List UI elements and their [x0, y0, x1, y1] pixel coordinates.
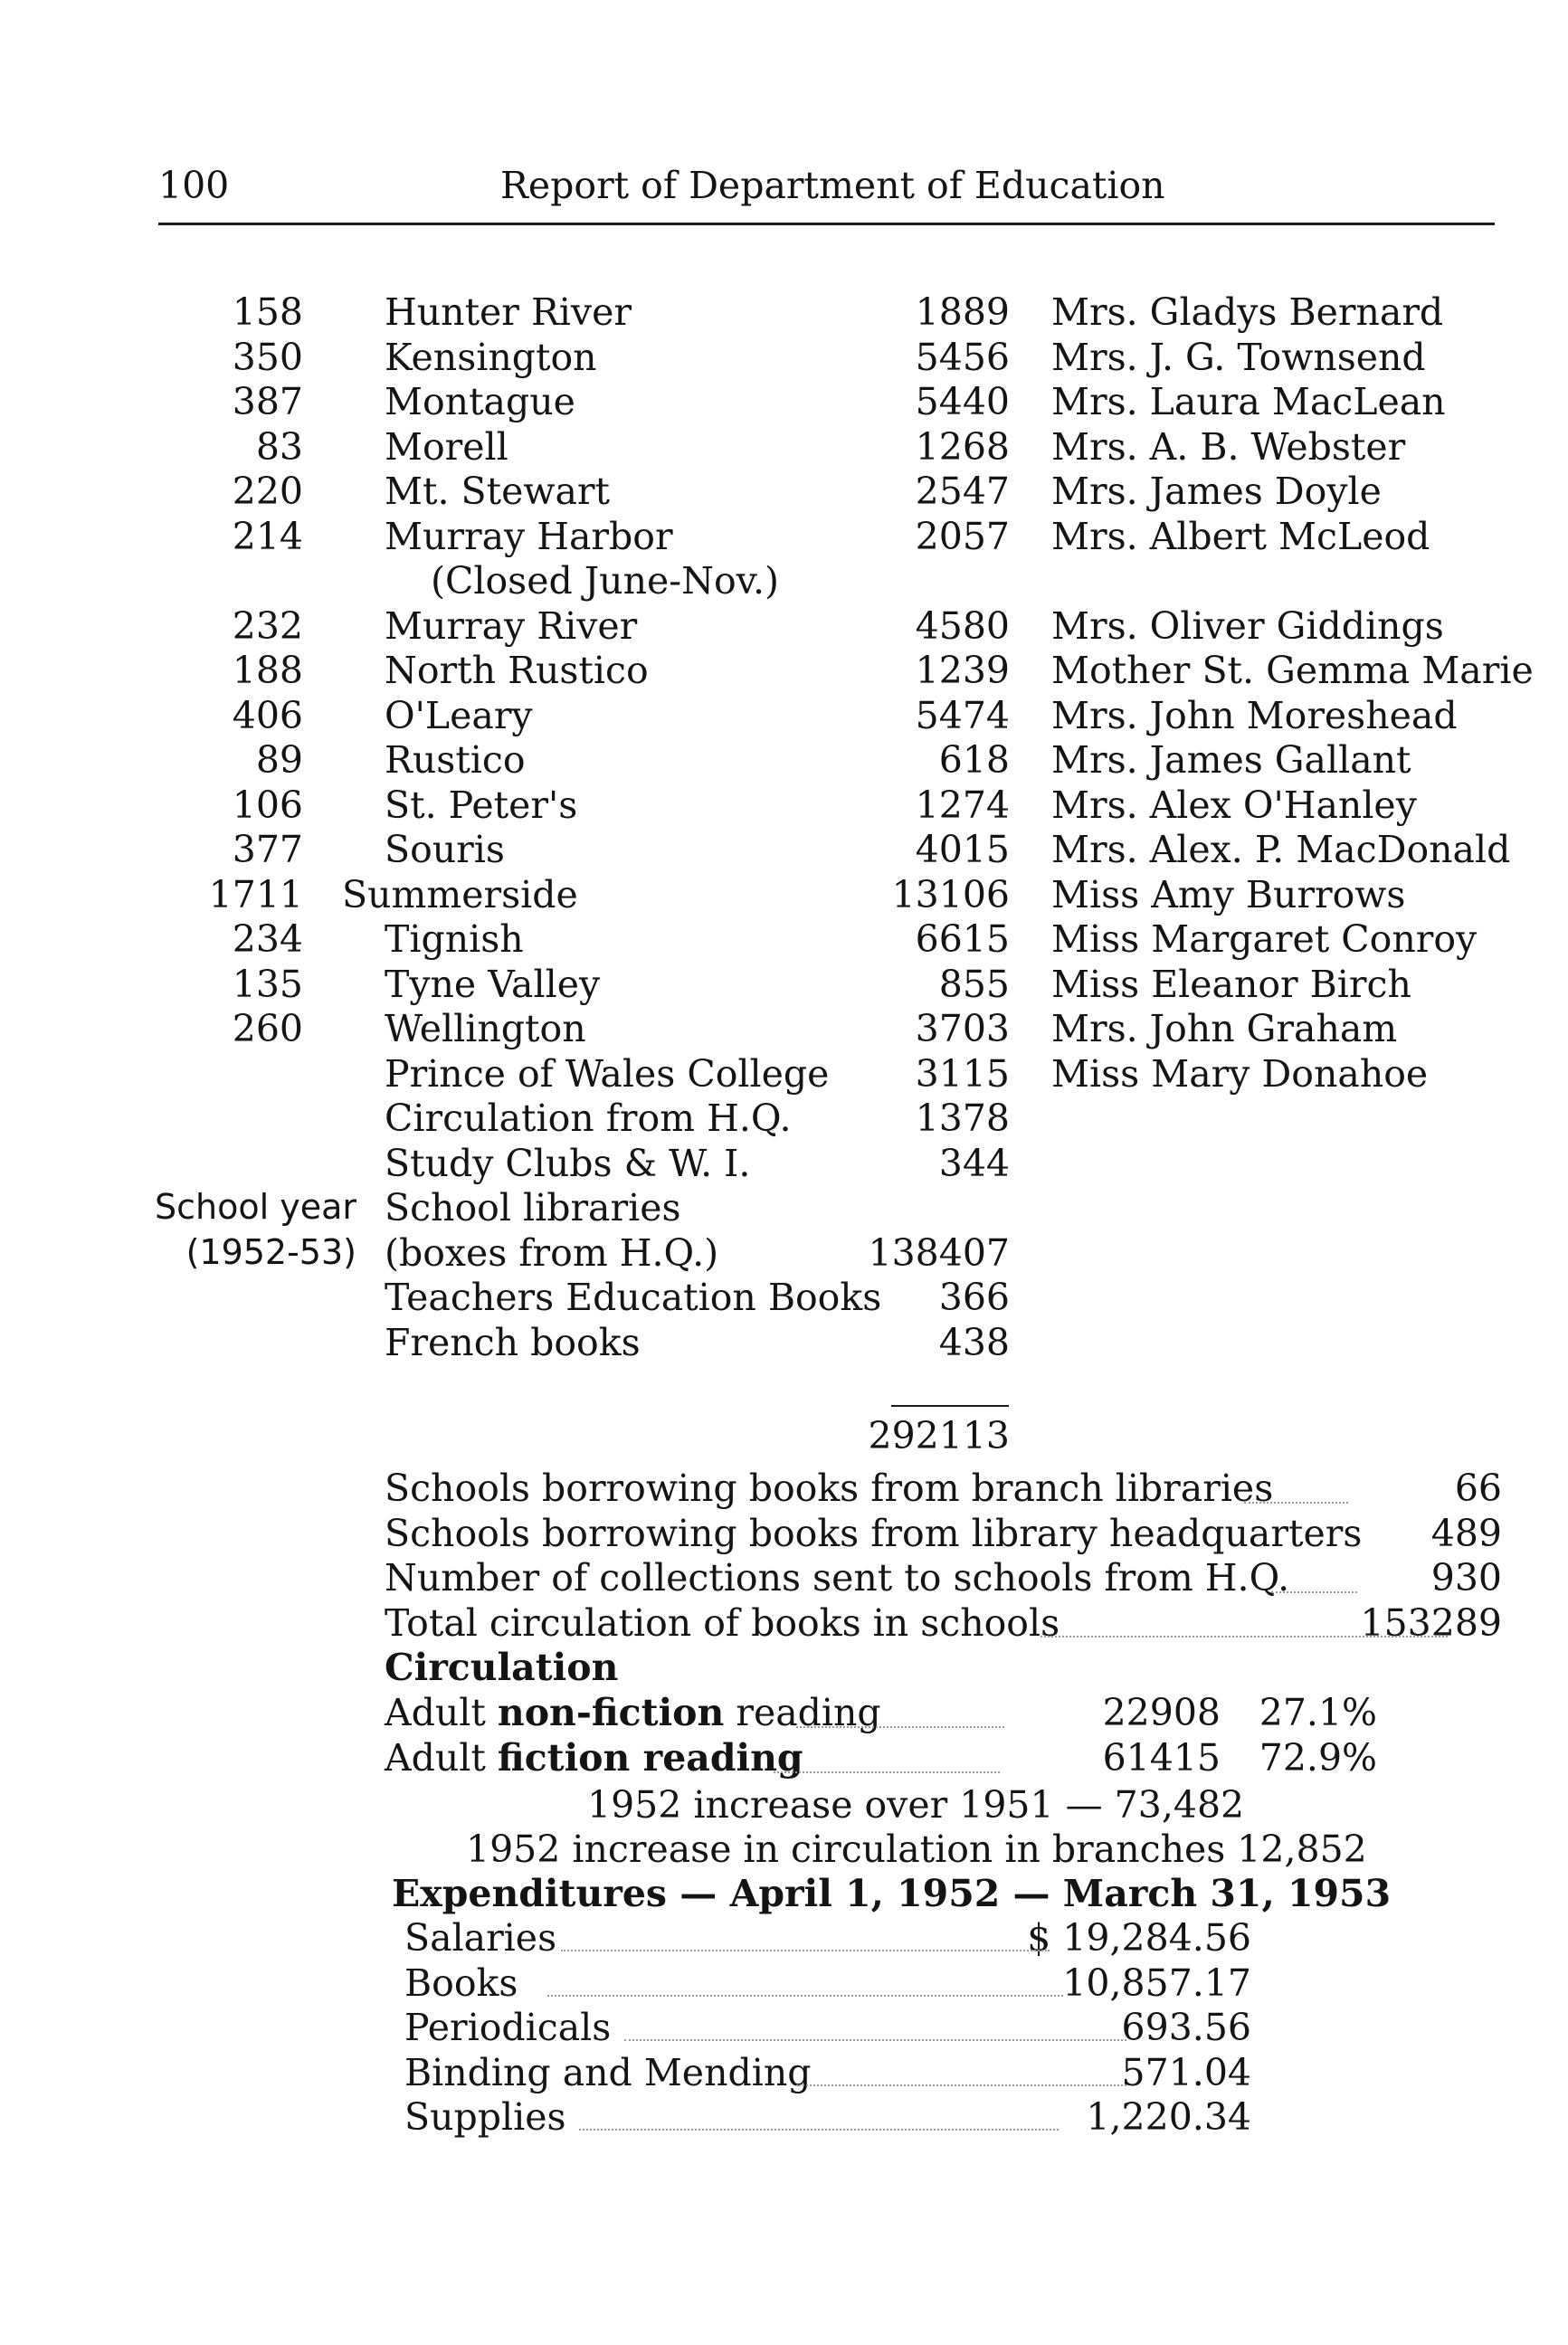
branch-code: 234 — [232, 917, 303, 961]
circulation-count: 1239 — [915, 649, 1010, 692]
expenditures-heading: Expenditures — April 1, 1952 — March 31, 1953 — [392, 1872, 1392, 1915]
circulation-count: 138407 — [868, 1230, 1010, 1275]
leader-dots — [796, 2084, 1126, 2086]
circulation-heading: Circulation — [385, 1646, 619, 1689]
branch-code: 406 — [232, 693, 303, 737]
librarian-name: Mrs. John Moreshead — [1051, 693, 1458, 737]
summary-label: Number of collections sent to schools from H.Q. — [385, 1556, 1290, 1600]
branch-name: Rustico — [385, 738, 526, 782]
branch-name: St. Peter's — [385, 783, 578, 827]
branch-name: Study Clubs & W. I. — [385, 1141, 751, 1185]
total-circulation: 292113 — [868, 1414, 1010, 1457]
librarian-name: Miss Amy Burrows — [1051, 872, 1406, 916]
circulation-count: 2547 — [915, 470, 1010, 513]
branch-code: 260 — [232, 1007, 303, 1050]
librarian-name: Mrs. Oliver Giddings — [1051, 603, 1444, 648]
circulation-count: 13106 — [891, 872, 1010, 916]
expense-label: Salaries — [404, 1916, 557, 1960]
branch-name: Teachers Education Books — [385, 1276, 882, 1319]
summary-label: Schools borrowing books from library headquarters — [385, 1511, 1363, 1555]
page-title: Report of Department of Education — [500, 164, 1165, 207]
circulation-count: 344 — [938, 1141, 1010, 1185]
label-part-bold: fiction reading — [497, 1735, 803, 1780]
expense-amount: 693.56 — [1121, 2006, 1251, 2049]
expense-label: Books — [404, 1960, 518, 2005]
branch-code: 1711 — [208, 872, 303, 916]
branch-code: 220 — [232, 470, 303, 513]
librarian-name: Mrs. A. B. Webster — [1051, 424, 1406, 469]
branch-code: 158 — [232, 290, 303, 334]
label-part: reading — [724, 1691, 881, 1734]
label-part: Adult — [385, 1691, 498, 1734]
branch-name: Murray River — [385, 603, 638, 648]
branch-name: Murray Harbor — [385, 514, 673, 558]
expense-amount: 1,220.34 — [1086, 2095, 1251, 2139]
leader-dots — [1244, 1502, 1348, 1504]
librarian-name: Miss Mary Donahoe — [1051, 1051, 1429, 1096]
circulation-count: 2057 — [915, 514, 1010, 558]
librarian-name: Mrs. J. G. Townsend — [1051, 335, 1426, 379]
circulation-count: 438 — [938, 1320, 1010, 1364]
expense-amount: 10,857.17 — [1062, 1960, 1251, 2005]
branch-name: O'Leary — [385, 693, 533, 737]
branch-name: School libraries — [385, 1186, 681, 1229]
summary-value: 153289 — [1360, 1600, 1502, 1645]
branch-code: 387 — [232, 380, 303, 423]
librarian-name: Mother St. Gemma Marie — [1051, 649, 1534, 692]
leader-dots — [561, 1950, 1050, 1951]
circulation-count: 1268 — [915, 424, 1010, 469]
circulation-count: 1378 — [915, 1097, 1010, 1140]
circulation-count: 4015 — [915, 828, 1010, 871]
circulation-value: 22908 — [1102, 1691, 1221, 1734]
header-rule — [158, 223, 1495, 225]
branch-name: (boxes from H.Q.) — [385, 1230, 719, 1275]
circulation-count: 1274 — [915, 783, 1010, 827]
circulation-label — [385, 1735, 803, 1780]
label-part: Adult — [385, 1735, 498, 1780]
branch-name: French books — [385, 1320, 641, 1364]
circulation-count: 5474 — [915, 693, 1010, 737]
circulation-count: 5440 — [915, 380, 1010, 423]
circulation-count: 3703 — [915, 1007, 1010, 1050]
increase-in-branches: 1952 increase in circulation in branches 12,852 — [466, 1828, 1367, 1871]
summary-label: Total circulation of books in schools — [385, 1600, 1060, 1645]
branch-name: Morell — [385, 424, 508, 469]
branch-name: Montague — [385, 380, 575, 423]
branch-code: 214 — [232, 514, 303, 558]
branch-name: Wellington — [385, 1007, 586, 1050]
branch-name: Tyne Valley — [385, 962, 601, 1006]
branch-code: 188 — [232, 649, 303, 692]
circulation-count: 855 — [938, 962, 1010, 1006]
branch-name: Hunter River — [385, 290, 632, 334]
circulation-count: 5456 — [915, 335, 1010, 379]
summary-value: 489 — [1430, 1511, 1502, 1555]
circulation-value: 61415 — [1102, 1735, 1221, 1780]
circulation-count: 6615 — [915, 917, 1010, 961]
leader-dots — [1271, 1591, 1357, 1593]
circulation-count: 618 — [938, 738, 1010, 782]
circulation-count: 3115 — [915, 1051, 1010, 1096]
branch-code: 106 — [232, 783, 303, 827]
branch-name: Tignish — [385, 917, 524, 961]
branch-code: 89 — [255, 738, 303, 782]
branch-code: 350 — [232, 335, 303, 379]
total-rule — [891, 1405, 1009, 1407]
librarian-name: Mrs. John Graham — [1051, 1007, 1398, 1050]
label-part-bold: non-fiction — [497, 1691, 725, 1734]
summary-label: Schools borrowing books from branch libraries — [385, 1467, 1274, 1510]
circulation-percent: 72.9% — [1259, 1735, 1377, 1780]
summary-value: 930 — [1430, 1556, 1502, 1600]
branch-name: Souris — [385, 828, 505, 871]
expense-amount: $ 19,284.56 — [1027, 1916, 1251, 1960]
librarian-name: Mrs. James Doyle — [1051, 470, 1382, 513]
branch-code: 135 — [232, 962, 303, 1006]
librarian-name: Mrs. Alex. P. MacDonald — [1051, 828, 1511, 871]
increase-over-1951: 1952 increase over 1951 — 73,482 — [587, 1783, 1245, 1827]
branch-code: 83 — [255, 424, 303, 469]
leader-dots — [796, 1726, 1004, 1728]
librarian-name: Miss Eleanor Birch — [1051, 962, 1411, 1006]
circulation-count: 4580 — [915, 603, 1010, 648]
librarian-name: Mrs. Laura MacLean — [1051, 380, 1446, 423]
librarian-name: Mrs. Gladys Bernard — [1051, 290, 1444, 334]
leader-dots — [774, 1771, 1000, 1773]
branch-code: 232 — [232, 603, 303, 648]
branch-name: Prince of Wales College — [385, 1051, 830, 1096]
leader-dots — [547, 1995, 1063, 1997]
branch-name: Kensington — [385, 335, 597, 379]
branch-code: School year — [154, 1187, 356, 1227]
branch-name: (Closed June-Nov.) — [431, 559, 779, 603]
summary-value: 66 — [1454, 1467, 1502, 1510]
leader-dots — [579, 2129, 1059, 2131]
branch-name: Summerside — [342, 872, 578, 916]
expense-label: Periodicals — [404, 2006, 612, 2049]
librarian-name: Miss Margaret Conroy — [1051, 917, 1478, 961]
leader-dots — [624, 2039, 1126, 2041]
branch-code: (1952-53) — [185, 1231, 356, 1272]
branch-name: North Rustico — [385, 649, 649, 692]
branch-name: Circulation from H.Q. — [385, 1097, 792, 1140]
librarian-name: Mrs. Albert McLeod — [1051, 514, 1430, 558]
librarian-name: Mrs. James Gallant — [1051, 738, 1411, 782]
branch-name: Mt. Stewart — [385, 470, 610, 513]
librarian-name: Mrs. Alex O'Hanley — [1051, 783, 1417, 827]
expense-label: Supplies — [404, 2095, 566, 2139]
expense-label: Binding and Mending — [404, 2050, 812, 2094]
branch-code: 377 — [232, 828, 303, 871]
page-number: 100 — [158, 164, 230, 207]
expense-amount: 571.04 — [1121, 2050, 1251, 2094]
circulation-percent: 27.1% — [1259, 1691, 1377, 1734]
circulation-count: 366 — [938, 1276, 1010, 1319]
circulation-count: 1889 — [915, 290, 1010, 334]
leader-dots — [1041, 1636, 1448, 1638]
